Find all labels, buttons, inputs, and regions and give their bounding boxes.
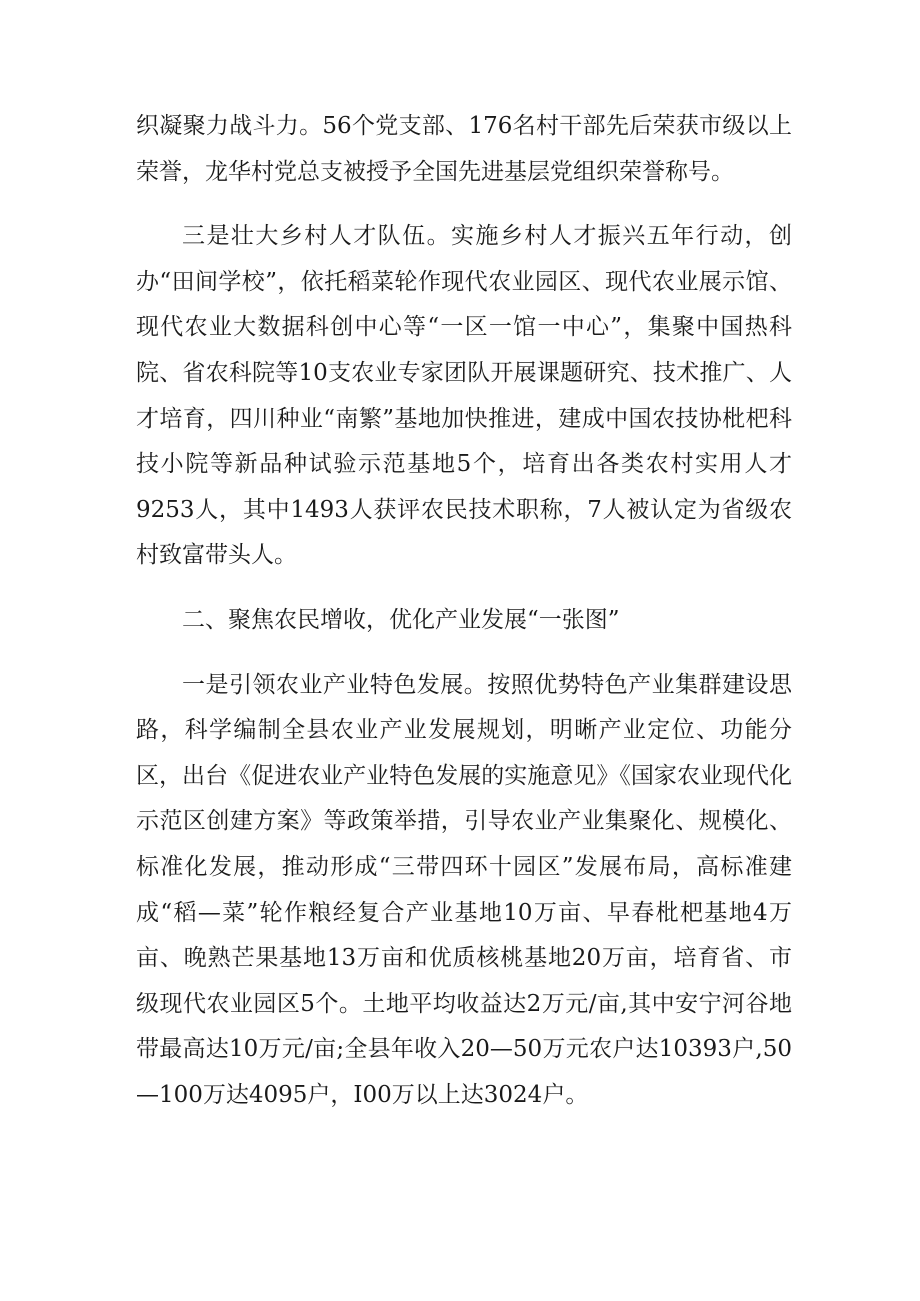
- section-heading: 二、聚焦农民增收，优化产业发展“一张图”: [182, 606, 620, 633]
- paragraph-continuation: 织凝聚力战斗力。56个党支部、176名村干部先后荣获市级以上荣誉，龙华村党总支被授予全国先进基层党组织荣誉称号。: [136, 113, 792, 185]
- paragraph-industry-development: 一是引领农业产业特色发展。按照优势特色产业集群建设思路，科学编制全县农业产业发展规划，明晰产业定位、功能分区，出台《促进农业产业特色发展的实施意见》《国家农业现代化示范区创建方案》等政策举措，引导农业产业集聚化、规模化、标准化发展，推动形成“三带四环十园区”发展布局，高标准建成“稻—菜”轮作粮经复合产业基地10万亩、早春枇杷基地4万亩、晚熟芒果基地13万亩和优质核桃基地20万亩，培育省、市级现代农业园区5个。土地平均收益达2万元/亩,其中安宁河谷地带最高达10万元/亩;全县年收入20—50万元农户达10393户,50—100万达4095户，I00万以上达3024户。: [136, 671, 792, 1108]
- paragraph-talent-team: 三是壮大乡村人才队伍。实施乡村人才振兴五年行动，创办“田间学校”，依托稻菜轮作现代农业园区、现代农业展示馆、现代农业大数据科创中心等“一区一馆一中心”，集聚中国热科院、省农科院等10支农业专家团队开展课题研究、技术推广、人才培育，四川种业“南繁”基地加快推进，建成中国农技协枇杷科技小院等新品种试验示范基地5个，培育出各类农村实用人才9253人，其中1493人获评农民技术职称，7人被认定为省级农村致富带头人。: [136, 223, 792, 569]
- document-body: [136, 104, 792, 1137]
